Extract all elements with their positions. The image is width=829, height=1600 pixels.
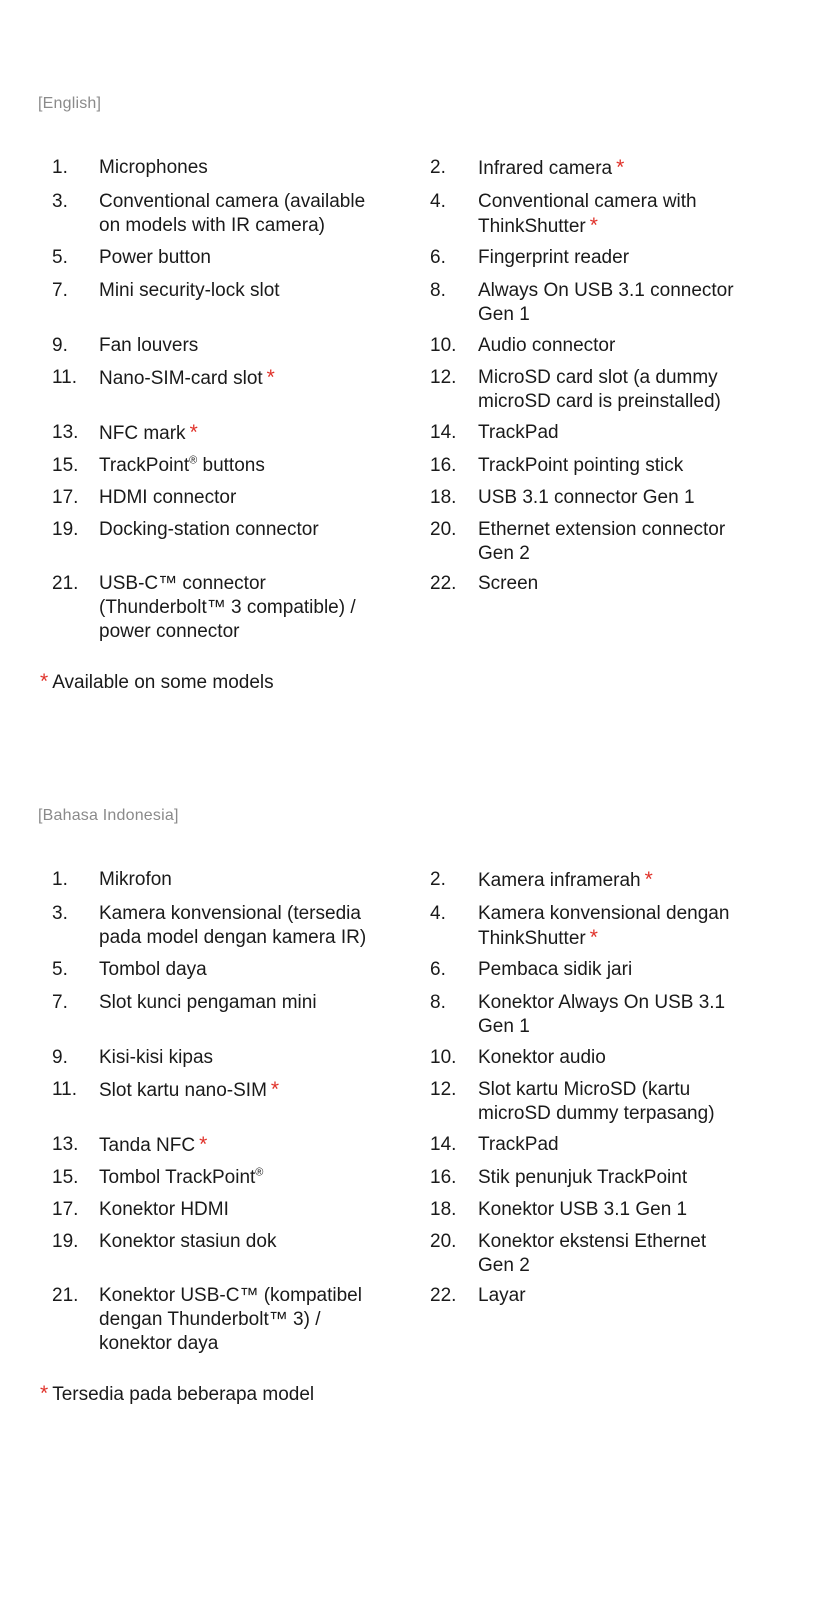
item-number: 3. — [52, 191, 68, 212]
item-label-line: Docking-station connector — [99, 519, 319, 540]
footnote-text: Available on some models — [52, 672, 274, 693]
item-label-line: Slot kartu nano-SIM — [99, 1080, 267, 1101]
item-number: 6. — [430, 247, 446, 268]
footnote-text: Tersedia pada beberapa model — [52, 1384, 315, 1405]
item-label — [99, 1230, 276, 1254]
language-label: [Bahasa Indonesia] — [38, 807, 179, 824]
item-number: 11. — [52, 367, 78, 388]
item-label-line: Gen 1 — [478, 304, 530, 325]
item-label-line: Stik penunjuk TrackPoint — [478, 1167, 688, 1188]
asterisk-icon: * — [270, 1078, 280, 1101]
item-label — [99, 902, 366, 950]
item-label — [478, 421, 559, 445]
item-label — [99, 1284, 362, 1356]
item-label — [99, 1078, 279, 1103]
item-label-line: Kamera konvensional (tersedia — [99, 903, 361, 924]
item-number: 22. — [430, 573, 457, 594]
item-label-line: Tombol daya — [99, 959, 207, 980]
item-label — [478, 1078, 715, 1126]
asterisk-icon: * — [189, 421, 198, 444]
item-label-line: USB-C™ connector — [99, 573, 266, 594]
item-label — [478, 190, 697, 239]
item-label-line: Screen — [478, 573, 539, 594]
item-number: 11. — [52, 1079, 78, 1100]
item-label-line: microSD card is preinstalled) — [478, 391, 721, 412]
item-label-line: Fan louvers — [99, 335, 199, 356]
item-label — [99, 486, 236, 510]
item-label — [478, 156, 624, 181]
item-label-line: Slot kartu MicroSD (kartu — [478, 1079, 691, 1100]
item-number: 16. — [430, 1167, 457, 1188]
item-label — [478, 1284, 526, 1308]
item-number: 9. — [52, 335, 68, 356]
item-label-line: Mini security-lock slot — [99, 280, 280, 301]
item-label — [478, 991, 725, 1039]
item-number: 4. — [430, 191, 446, 212]
item-number: 1. — [52, 157, 68, 178]
item-label-line: Konektor Always On USB 3.1 — [478, 992, 726, 1013]
item-label-line: NFC mark — [99, 423, 186, 444]
item-number: 6. — [430, 959, 446, 980]
item-label-line: Kamera konvensional dengan — [478, 903, 730, 924]
item-label — [478, 1046, 606, 1070]
item-number: 7. — [52, 280, 68, 301]
item-label — [99, 991, 317, 1015]
item-label-line: Konektor HDMI — [99, 1199, 229, 1220]
item-number: 10. — [430, 1047, 457, 1068]
item-label — [99, 958, 207, 982]
item-number: 18. — [430, 487, 457, 508]
item-label-line: MicroSD card slot (a dummy — [478, 367, 718, 388]
item-label-line: dengan Thunderbolt™ 3) / — [99, 1309, 321, 1330]
item-label — [99, 421, 198, 446]
item-label — [478, 334, 615, 358]
item-label-line: HDMI connector — [99, 487, 237, 508]
item-label — [99, 572, 356, 644]
item-number: 20. — [430, 519, 457, 540]
item-label-line: Infrared camera — [478, 158, 613, 179]
item-number: 18. — [430, 1199, 457, 1220]
item-label-line: Konektor USB-C™ (kompatibel — [99, 1285, 362, 1306]
item-number: 14. — [430, 422, 457, 443]
item-label-line: Konektor audio — [478, 1047, 606, 1068]
item-label-line: Tanda NFC — [99, 1135, 196, 1156]
item-number: 17. — [52, 1199, 79, 1220]
item-label — [478, 572, 538, 596]
item-number: 19. — [52, 519, 79, 540]
item-label-line: Power button — [99, 247, 211, 268]
item-label — [478, 958, 632, 982]
item-label-line: (Thunderbolt™ 3 compatible) / — [99, 597, 356, 618]
asterisk-icon: * — [589, 214, 598, 237]
item-label-line: Gen 2 — [478, 543, 530, 564]
item-label-line: Konektor ekstensi Ethernet — [478, 1231, 707, 1252]
item-label-line: microSD dummy terpasang) — [478, 1103, 715, 1124]
item-label-line: Konektor USB 3.1 Gen 1 — [478, 1199, 688, 1220]
item-label — [478, 1166, 687, 1190]
item-number: 15. — [52, 1167, 79, 1188]
item-label-line: ThinkShutter — [478, 216, 586, 237]
item-label-line: konektor daya — [99, 1333, 219, 1354]
item-number: 21. — [52, 1285, 79, 1306]
item-label — [99, 454, 265, 478]
item-label-line: Microphones — [99, 157, 208, 178]
item-number: 8. — [430, 280, 446, 301]
item-label — [99, 246, 211, 270]
item-label-line: Layar — [478, 1285, 526, 1306]
item-number: 12. — [430, 367, 457, 388]
item-number: 21. — [52, 573, 79, 594]
asterisk-icon: * — [40, 670, 49, 693]
item-label — [478, 902, 729, 951]
item-label — [478, 1198, 687, 1222]
item-number: 9. — [52, 1047, 68, 1068]
item-number: 15. — [52, 455, 79, 476]
item-label-line: Gen 1 — [478, 1016, 530, 1037]
item-label-line: Conventional camera with — [478, 191, 697, 212]
item-number: 4. — [430, 903, 446, 924]
item-number: 19. — [52, 1231, 79, 1252]
item-label — [99, 366, 275, 391]
item-label-line: TrackPoint® buttons — [99, 454, 265, 476]
item-label-line: Conventional camera (available — [99, 191, 366, 212]
asterisk-icon: * — [616, 156, 625, 179]
asterisk-icon: * — [266, 366, 275, 389]
item-label — [99, 868, 172, 892]
item-label-line: Kamera inframerah — [478, 870, 641, 891]
item-label-line: Konektor stasiun dok — [99, 1231, 277, 1252]
item-number: 8. — [430, 992, 446, 1013]
footnote — [40, 670, 274, 695]
item-number: 5. — [52, 959, 68, 980]
item-label-line: Mikrofon — [99, 869, 172, 890]
language-label: [English] — [38, 95, 102, 112]
item-label-line: TrackPad — [478, 1134, 559, 1155]
item-label-line: TrackPad — [478, 422, 559, 443]
item-number: 13. — [52, 422, 79, 443]
item-label — [99, 279, 280, 303]
item-label — [99, 190, 365, 238]
item-label — [478, 454, 683, 478]
item-label — [478, 246, 629, 270]
asterisk-icon: * — [199, 1133, 208, 1156]
item-number: 14. — [430, 1134, 457, 1155]
item-label — [478, 1133, 559, 1157]
item-label — [478, 486, 695, 510]
item-number: 17. — [52, 487, 79, 508]
item-label — [99, 1198, 229, 1222]
item-label — [99, 1046, 213, 1070]
item-label — [478, 1230, 706, 1278]
item-label-line: Audio connector — [478, 335, 616, 356]
item-number: 5. — [52, 247, 68, 268]
item-number: 22. — [430, 1285, 457, 1306]
item-label-line: TrackPoint pointing stick — [478, 455, 684, 476]
item-label-line: Ethernet extension connector — [478, 519, 726, 540]
item-label-line: on models with IR camera) — [99, 215, 325, 236]
item-label-line: power connector — [99, 621, 240, 642]
item-number: 16. — [430, 455, 457, 476]
item-label-line: Always On USB 3.1 connector — [478, 280, 734, 301]
asterisk-icon: * — [589, 926, 598, 949]
item-number: 12. — [430, 1079, 457, 1100]
item-label-line: Fingerprint reader — [478, 247, 630, 268]
item-label-line: Gen 2 — [478, 1255, 530, 1276]
item-number: 13. — [52, 1134, 79, 1155]
item-label-line: USB 3.1 connector Gen 1 — [478, 487, 695, 508]
item-number: 7. — [52, 992, 68, 1013]
footnote — [40, 1382, 314, 1407]
item-number: 20. — [430, 1231, 457, 1252]
item-label — [99, 1166, 263, 1190]
item-label — [99, 518, 319, 542]
item-label — [99, 156, 208, 180]
item-number: 3. — [52, 903, 68, 924]
asterisk-icon: * — [40, 1382, 49, 1405]
item-label — [99, 334, 198, 358]
item-label — [99, 1133, 207, 1158]
item-label — [478, 366, 721, 414]
item-label — [478, 868, 653, 893]
item-label-line: Slot kunci pengaman mini — [99, 992, 317, 1013]
item-label — [478, 279, 734, 327]
item-number: 1. — [52, 869, 68, 890]
item-number: 2. — [430, 869, 446, 890]
asterisk-icon: * — [644, 868, 653, 891]
item-label-line: pada model dengan kamera IR) — [99, 927, 367, 948]
item-label-line: Kisi-kisi kipas — [99, 1047, 214, 1068]
item-number: 2. — [430, 157, 446, 178]
item-number: 10. — [430, 335, 457, 356]
item-label-line: Nano-SIM-card slot — [99, 368, 263, 389]
item-label-line: Tombol TrackPoint® — [99, 1166, 264, 1188]
item-label-line: Pembaca sidik jari — [478, 959, 633, 980]
item-label — [478, 518, 725, 566]
item-label-line: ThinkShutter — [478, 928, 586, 949]
